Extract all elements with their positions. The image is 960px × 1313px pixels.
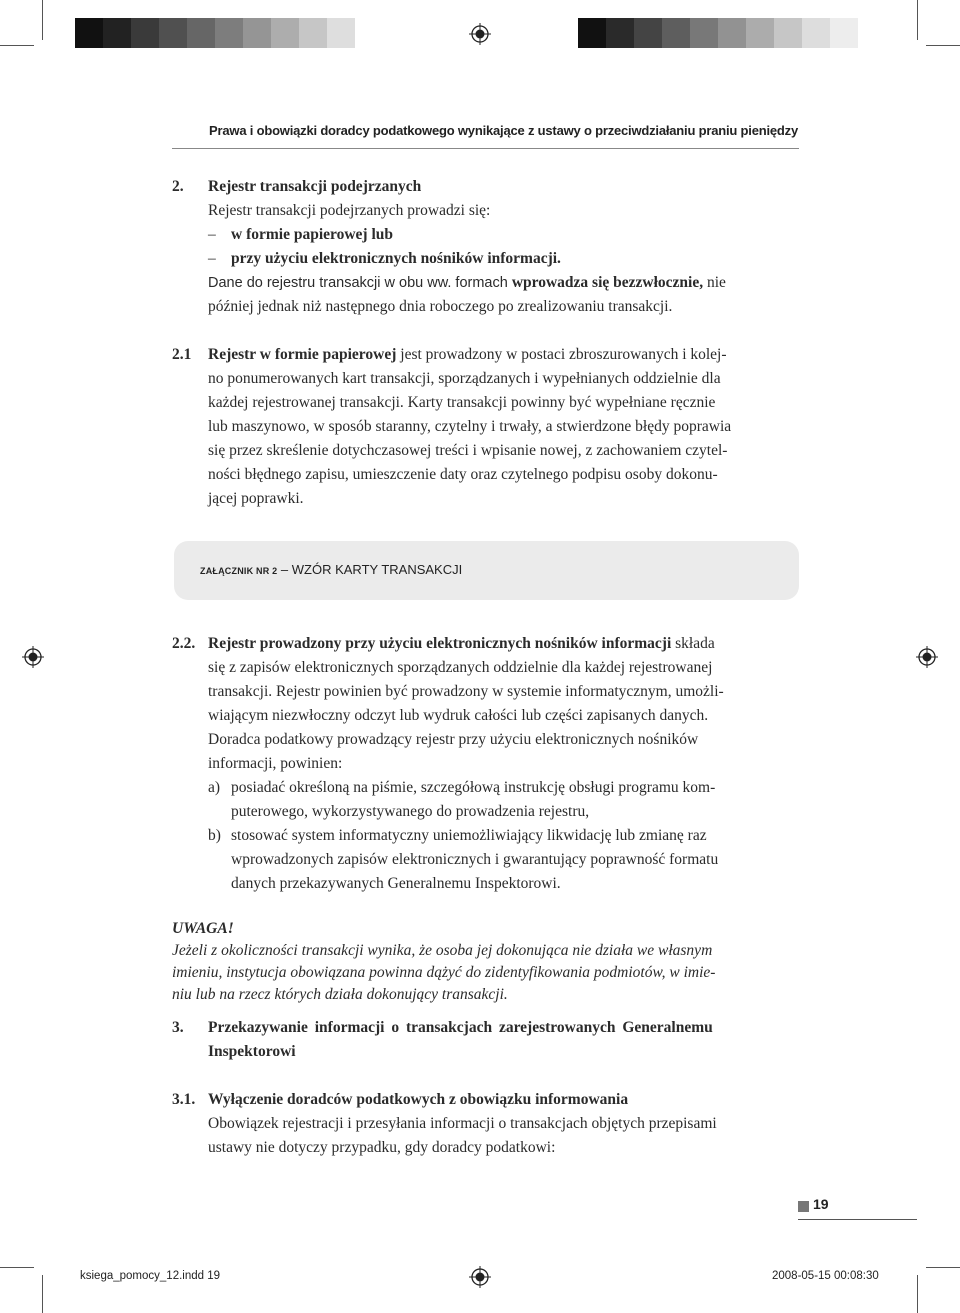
- section-2-paragraph-line1: [208, 271, 726, 295]
- section-3-1-line2: ustawy nie dotyczy przypadku, gdy doradcy podatkowi:: [208, 1139, 556, 1156]
- gray-bar: [271, 18, 299, 48]
- gray-bar: [578, 18, 606, 48]
- crop-mark: [42, 0, 43, 40]
- section-2-2-number: 2.2.: [172, 635, 196, 652]
- section-2-2-line4: wiającym niezwłoczny odczyt lub wydruk całości lub części zapisanych danych.: [208, 707, 709, 724]
- list-dash: –: [208, 250, 216, 267]
- warning-line3: niu lub na rzecz których działa dokonujący transakcji.: [172, 986, 508, 1003]
- section-2-title: Rejestr transakcji podejrzanych: [208, 178, 422, 195]
- list-item-electronic: przy użyciu elektronicznych nośników informacji.: [231, 250, 561, 267]
- section-2-intro: Rejestr transakcji podejrzanych prowadzi się:: [208, 202, 491, 219]
- attachment-number: ZAŁĄCZNIK NR 2: [200, 566, 278, 576]
- slug-filename: ksiega_pomocy_12.indd 19: [80, 1270, 221, 1282]
- warning-title: UWAGA!: [172, 920, 234, 937]
- paragraph-bold-text: wprowadza się bezzwłocznie,: [511, 274, 704, 291]
- section-2-2-line6: informacji, powinien:: [208, 755, 343, 772]
- gray-bar: [159, 18, 187, 48]
- section-3-1-title: Wyłączenie doradców podatkowych z obowiązku informowania: [208, 1091, 629, 1108]
- registration-mark-icon: [469, 23, 491, 45]
- gray-bar: [187, 18, 215, 48]
- slug-datetime: 2008-05-15 00:08:30: [772, 1270, 879, 1282]
- gray-bar: [662, 18, 690, 48]
- section-3-title-line1: Przekazywanie informacji o transakcjach zarejestrowanych Generalnemu: [208, 1019, 713, 1036]
- gray-bar: [774, 18, 802, 48]
- section-3-title-line2: Inspektorowi: [208, 1043, 296, 1060]
- gray-bar: [327, 18, 355, 48]
- crop-mark: [42, 1275, 43, 1313]
- section-2-2-line3: transakcji. Rejestr powinien być prowadzony w systemie informatycznym, umożli-: [208, 683, 724, 700]
- section-2-1-line3: każdej rejestrowanej transakcji. Karty transakcji powinny być wypełniane ręcznie: [208, 394, 716, 411]
- list-item-b-line3: danych przekazywanych Generalnemu Inspektorowi.: [231, 875, 561, 892]
- list-dash: –: [208, 226, 216, 243]
- attachment-title: – WZÓR KARTY TRANSAKCJI: [277, 562, 463, 577]
- list-item-b-line2: wprowadzonych zapisów elektronicznych i gwarantujący poprawność formatu: [231, 851, 719, 868]
- gray-bar: [690, 18, 718, 48]
- print-gray-bars-left: [75, 18, 355, 48]
- crop-mark: [917, 0, 918, 40]
- section-2-1-number: 2.1: [172, 346, 192, 363]
- list-item-paper: w formie papierowej lub: [231, 226, 394, 243]
- gray-bar: [802, 18, 830, 48]
- paragraph-text: Dane do rejestru transakcji w obu ww. formach: [208, 275, 512, 291]
- section-2-2-line1: [208, 632, 715, 656]
- warning-line2: imieniu, instytucja obowiązana powinna dążyć do zidentyfikowania podmiotów, w imie-: [172, 964, 716, 981]
- paragraph-bold-text: Rejestr prowadzony przy użyciu elektronicznych nośników informacji: [208, 635, 672, 652]
- paragraph-text: składa: [671, 635, 715, 652]
- list-item-a-line2: puterowego, wykorzystywanego do prowadzenia rejestru,: [231, 803, 590, 820]
- list-item-a-line1: posiadać określoną na piśmie, szczegółową instrukcję obsługi programu kom-: [231, 779, 716, 796]
- crop-mark: [0, 1267, 34, 1268]
- crop-mark: [926, 45, 960, 46]
- gray-bar: [746, 18, 774, 48]
- gray-bar: [718, 18, 746, 48]
- page-number: 19: [813, 1196, 829, 1212]
- crop-mark: [926, 1267, 960, 1268]
- section-3-1-number: 3.1.: [172, 1091, 196, 1108]
- section-3-1-line1: Obowiązek rejestracji i przesyłania informacji o transakcjach objętych przepisami: [208, 1115, 717, 1132]
- gray-bar: [243, 18, 271, 48]
- gray-bar: [299, 18, 327, 48]
- gray-bar: [103, 18, 131, 48]
- running-head: Prawa i obowiązki doradcy podatkowego wynikające z ustawy o przeciwdziałaniu praniu pieniędzy: [209, 123, 798, 138]
- gray-bar: [606, 18, 634, 48]
- crop-mark: [0, 45, 34, 46]
- header-rule: [172, 148, 799, 149]
- print-gray-bars-right: [578, 18, 858, 48]
- page-number-marker: [798, 1201, 809, 1212]
- section-2-1-line6: ności błędnego zapisu, umieszczenie daty oraz czytelnego podpisu osoby dokonu-: [208, 466, 718, 483]
- section-2-2-line2: się z zapisów elektronicznych sporządzanych oddzielnie dla każdej rejestrowanej: [208, 659, 713, 676]
- gray-bar: [634, 18, 662, 48]
- section-2-1-line2: no ponumerowanych kart transakcji, sporządzanych i wypełnianych oddzielnie dla: [208, 370, 721, 387]
- list-label-a: a): [208, 779, 221, 796]
- section-2-paragraph-line2: później jednak niż następnego dnia roboczego po zrealizowaniu transakcji.: [208, 298, 673, 315]
- paragraph-text: nie: [703, 274, 726, 291]
- section-2-number: 2.: [172, 178, 184, 195]
- section-2-1-line5: się przez skreślenie dotychczasowej treści i wpisanie nowej, z zachowaniem czytel-: [208, 442, 728, 459]
- section-2-1-line4: lub maszynowo, w sposób staranny, czytelny i trwały, a stwierdzone błędy poprawia: [208, 418, 732, 435]
- gray-bar: [131, 18, 159, 48]
- section-3-number: 3.: [172, 1019, 184, 1036]
- section-2-1-line1: [208, 343, 727, 367]
- section-2-2-line5: Doradca podatkowy prowadzący rejestr przy użyciu elektronicznych nośników: [208, 731, 699, 748]
- page-number-rule: [798, 1219, 917, 1220]
- section-2-1-line7: jącej poprawki.: [208, 490, 304, 507]
- paragraph-text: jest prowadzony w postaci zbroszurowanych i kolej-: [396, 346, 727, 363]
- paragraph-bold-text: Rejestr w formie papierowej: [208, 346, 397, 363]
- gray-bar: [830, 18, 858, 48]
- list-item-b-line1: stosować system informatyczny uniemożliwiający likwidację lub zmianę raz: [231, 827, 707, 844]
- gray-bar: [75, 18, 103, 48]
- registration-mark-icon: [22, 646, 44, 668]
- registration-mark-icon: [916, 646, 938, 668]
- registration-mark-icon: [469, 1266, 491, 1288]
- warning-line1: Jeżeli z okoliczności transakcji wynika, że osoba jej dokonująca nie działa we własnym: [172, 942, 713, 959]
- list-label-b: b): [208, 827, 221, 844]
- attachment-label[interactable]: [200, 562, 462, 577]
- crop-mark: [917, 1275, 918, 1313]
- gray-bar: [215, 18, 243, 48]
